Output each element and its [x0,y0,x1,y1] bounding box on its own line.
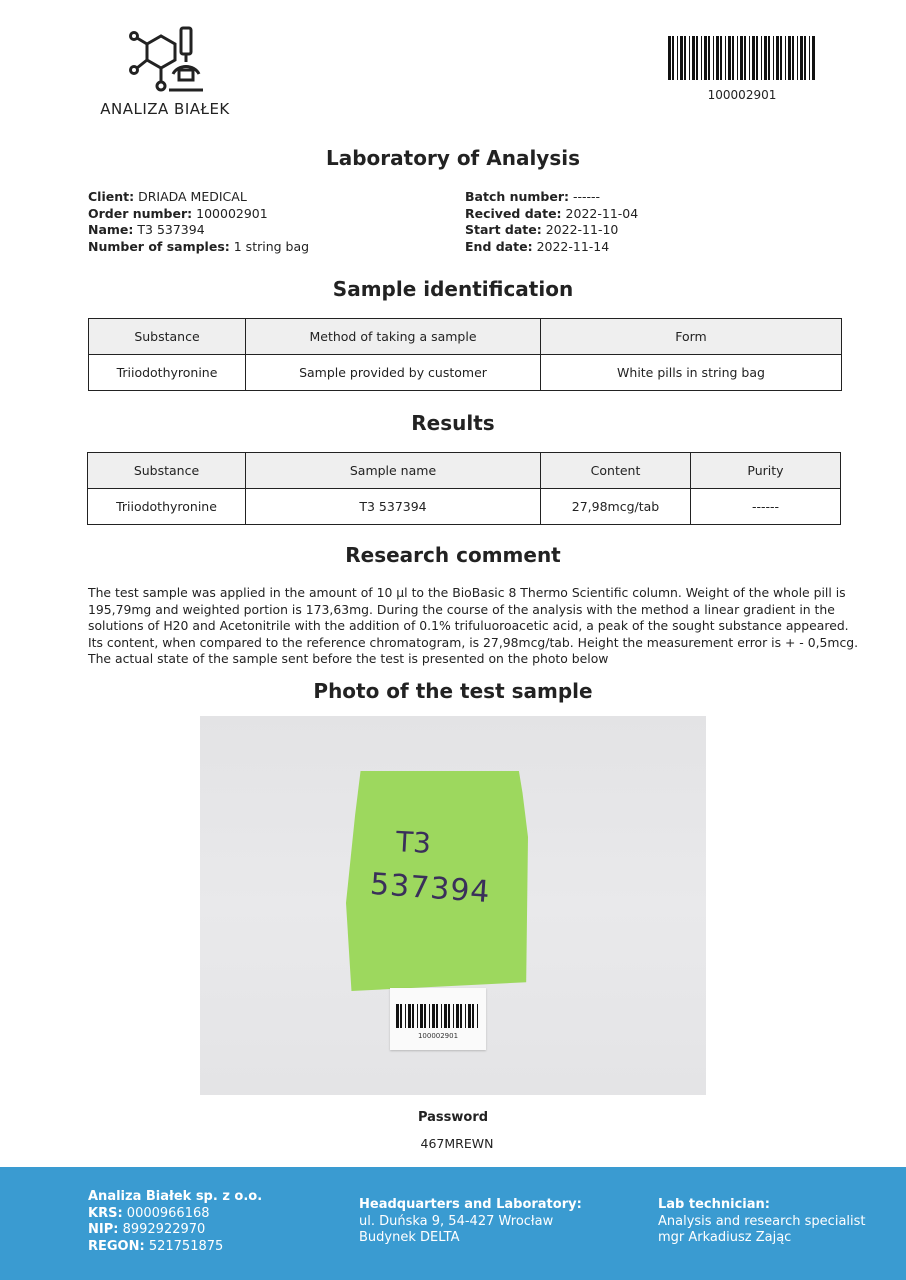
table-cell: White pills in string bag [541,355,842,391]
order-row: Order number: 100002901 [88,205,268,221]
krs-value: 0000966168 [126,1205,210,1221]
table-header-cell: Method of taking a sample [246,319,541,355]
company-logo [90,24,240,118]
password-label: Password [417,1110,489,1125]
page-title: Laboratory of Analysis [326,146,580,170]
table-header-row [89,319,842,355]
headquarters-address: ul. Duńska 9, 54-427 Wrocław [359,1213,554,1229]
comment-line: Its content, when compared to the reference chromatogram, is 27,98mcg/tab. Height the measurement error is + - 0,5mcg. [88,634,859,650]
start-row: Start date: 2022-11-10 [465,222,619,237]
table-header-cell: Purity [691,453,841,489]
technician-name: mgr Arkadiusz Zając [658,1230,792,1245]
received-row: Recived date: 2022-11-04 [465,205,639,221]
barcode-number: 100002901 [707,88,777,102]
research-comment-heading: Research comment [345,543,561,567]
headquarters-title: Headquarters and Laboratory: [359,1197,582,1212]
info-left-column [88,189,309,255]
table-cell: Triiodothyronine [88,489,246,525]
results-table [87,452,841,525]
received-value: 2022-11-04 [565,205,639,221]
table-header-row [88,453,841,489]
table-header-cell: Substance [88,453,246,489]
footer [0,1167,906,1280]
results-heading: Results [411,411,495,435]
footer-technician-column [658,1197,866,1247]
table-header-cell: Form [541,319,842,355]
comment-line: The actual state of the sample sent before the test is presented on the photo below [88,651,609,667]
start-value: 2022-11-10 [545,222,619,237]
bag-handwriting-line2: 537394 [368,866,492,911]
password-value: 467MREWN [420,1136,494,1151]
end-value: 2022-11-14 [536,238,610,254]
table-cell: Sample provided by customer [246,355,541,391]
molecule-microscope-icon [125,24,205,96]
green-string-bag [346,771,528,991]
sample-identification-heading: Sample identification [332,277,574,301]
technician-role: Analysis and research specialist [658,1213,866,1229]
regon-value: 521751875 [148,1238,224,1254]
table-header-cell: Sample name [246,453,541,489]
sample-identification-table [88,318,842,391]
barcode [668,36,816,102]
bag-handwriting-line1: T3 [395,825,432,860]
sticker-barcode-graphic [396,1004,480,1028]
batch-value: ------ [573,189,601,204]
name-value: T3 537394 [137,222,205,237]
company-name: Analiza Białek sp. z o.o. [88,1189,263,1204]
table-cell: ------ [691,489,841,525]
sticker-number: 100002901 [417,1032,459,1040]
samples-value: 1 string bag [233,238,310,254]
table-cell: 27,98mcg/tab [541,489,691,525]
footer-company-column: Analiza Białek sp. z o.o. KRS: 0000966168 NIP: 8992922970 REGON: 521751875 [88,1189,263,1254]
comment-line: 195,79mg and weighted portion is 173,63mg. During the course of the analysis with the method a linear gradient in the [88,601,835,617]
technician-title: Lab technician: [658,1197,770,1212]
logo-text: ANALIZA BIAŁEK [100,100,230,118]
end-row: End date: 2022-11-14 [465,238,610,254]
table-row [89,355,842,391]
comment-line: solutions of H20 and Acetonitrile with the addition of 0.1% trifuluoroacetic acid, a peak of the sought substance appeared. [88,618,849,634]
name-row: Name: T3 537394 [88,222,205,237]
samples-row: Number of samples: 1 string bag [88,238,310,254]
batch-row: Batch number: ------ [465,189,601,204]
barcode-graphic [668,36,816,80]
client-value: DRIADA MEDICAL [138,189,247,204]
barcode-sticker [390,988,486,1050]
client-row: Client: DRIADA MEDICAL [88,189,247,204]
info-right-column [465,189,638,255]
footer-headquarters-column [359,1197,582,1247]
table-header-cell: Content [541,453,691,489]
table-cell: T3 537394 [246,489,541,525]
table-header-cell: Substance [89,319,246,355]
comment-line: The test sample was applied in the amount of 10 µl to the BioBasic 8 Thermo Scientific column. Weight of the whole pill is [88,585,846,600]
order-value: 100002901 [196,205,268,221]
nip-value: 8992922970 [122,1222,206,1237]
photo-heading: Photo of the test sample [313,679,593,703]
headquarters-building: Budynek DELTA [359,1230,460,1245]
table-row [88,489,841,525]
table-cell: Triiodothyronine [89,355,246,391]
research-comment-text [88,585,868,668]
sample-photo [200,716,706,1095]
